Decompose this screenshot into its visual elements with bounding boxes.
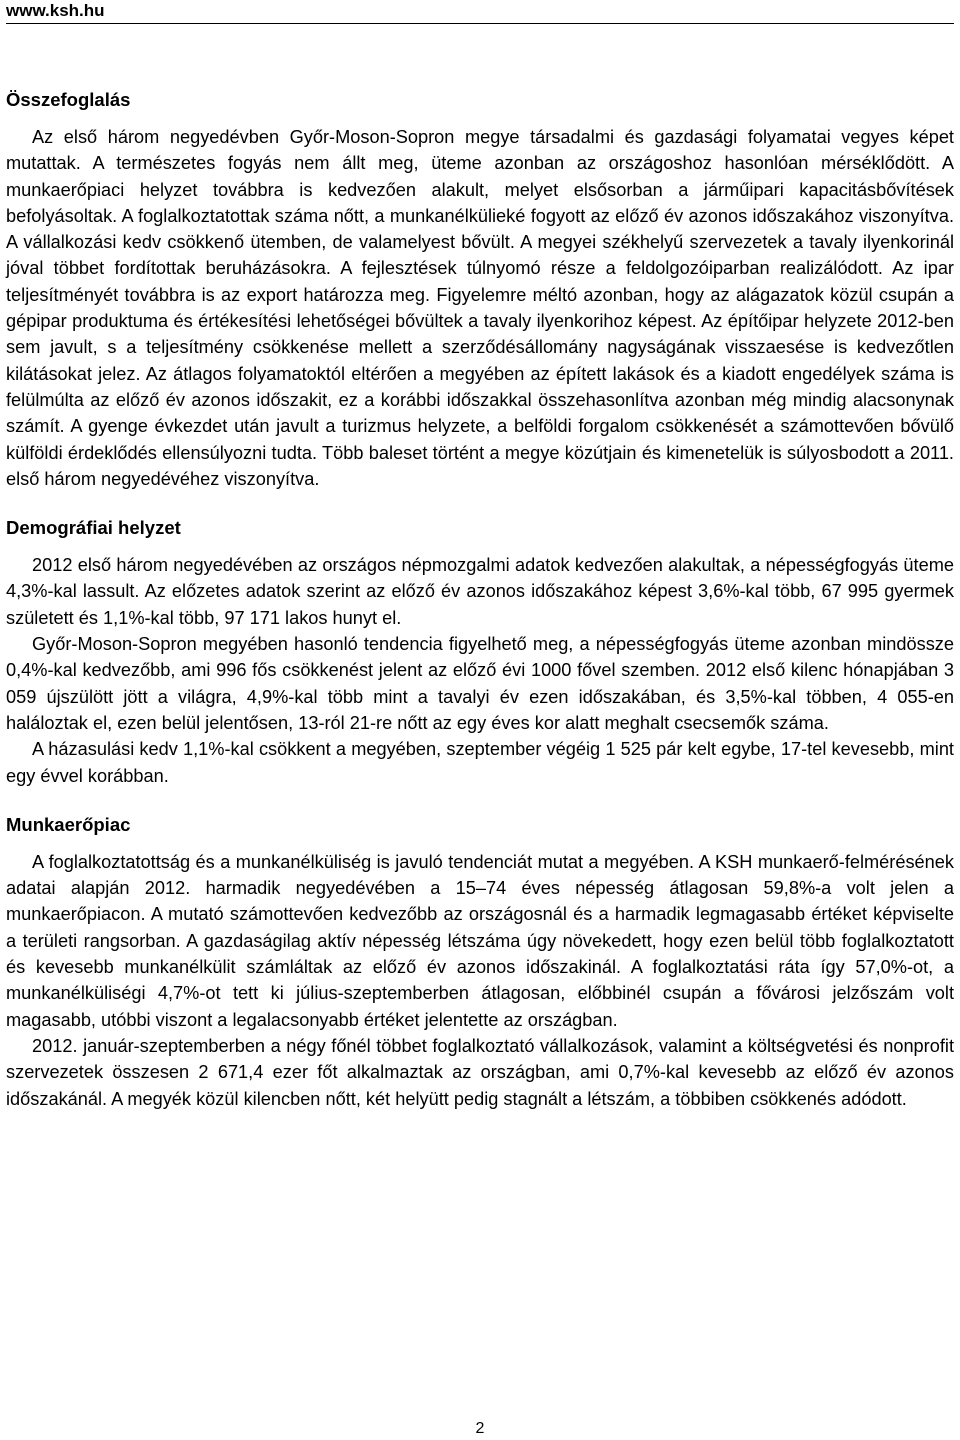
summary-paragraph: Az első három negyedévben Győr-Moson-Sopron megye társadalmi és gazdasági folyamatai vegyes képet mutattak. A természetes fogyás nem állt meg, üteme azonban az országoshoz hasonlóan mérséklődött. A munkaerőpiaci helyzet továbbra is kedvezően alakult, melyet elsősorban a járműipari kapacitásbővítések befolyásoltak. A foglalkoztatottak száma nőtt, a munkanélkülieké fogyott az előző év azonos időszakához viszonyítva. A vállalkozási kedv csökkenő ütemben, de valamelyest bővült. A megyei székhelyű szervezetek a tavaly ilyenkorinál jóval többet fordítottak beruházásokra. A fejlesztések túlnyomó része a feldolgozóiparban realizálódott. Az ipar teljesítményét továbbra is az export határozza meg. Figyelemre méltó azonban, hogy az alágazatok közül csupán a gépipar produktuma és értékesítési lehetőségei bővültek a tavaly ilyenkorihoz képest. Az építőipar helyzete 2012-ben sem javult, s a teljesítmény csökkenése mellett a szerződésállomány nagyságának visszaesése is kedvezőtlen kilátásokat jelez. Az átlagos folyamatoktól eltérően a megyében az épített lakások és a kiadott engedélyek száma is felülmúlta az előző év azonos időszakit, ez a korábbi időszakkal összehasonlítva azonban még mindig alacsonynak számít. A gyenge évkezdet után javult a turizmus helyzete, a belföldi forgalom csökkenését a számottevően bővülő külföldi érdeklődés ellensúlyozni tudta. Több baleset történt a megye közútjain és kimenetelük is súlyosbodott a 2011. első három negyedévéhez viszonyítva.: [6, 127, 954, 489]
section-title-demography: Demográfiai helyzet: [6, 517, 181, 539]
page-number: 2: [475, 1420, 485, 1437]
demography-paragraph-3: A házasulási kedv 1,1%-kal csökkent a megyében, szeptember végéig 1 525 pár kelt egybe, 17-tel kevesebb, mint egy évvel korábban.: [6, 739, 954, 786]
document-body: [6, 86, 954, 1134]
section-title-labour-market: Munkaerőpiac: [6, 813, 131, 835]
header-divider: [6, 23, 954, 24]
site-url-link[interactable]: www.ksh.hu: [6, 1, 105, 20]
demography-paragraph-1: 2012 első három negyedévében az országos népmozgalmi adatok kedvezően alakultak, a népességfogyás üteme 4,3%-kal lassult. Az előzetes adatok szerint az előző év azonos időszakához képest 3,6%-kal több, 67 995 gyermek született és 1,1%-kal több, 97 171 lakos hunyt el.: [6, 555, 954, 628]
labour-market-paragraph-1: A foglalkoztatottság és a munkanélküliség is javuló tendenciát mutat a megyében. A KSH munkaerő-felmérésének adatai alapján 2012. harmadik negyedévében a 15–74 éves népesség átlagosan 59,8%-a volt jelen a munkaerőpiacon. A mutató számottevően kedvezőbb az országosnál és a harmadik legmagasabb értéket képviselte a területi rangsorban. A gazdaságilag aktív népesség létszáma úgy növekedett, hogy ezen belül több foglalkoztatott és kevesebb munkanélkülit számláltak az előző év azonos időszakinál. A foglalkoztatási ráta így 57,0%-ot, a munkanélküliségi 4,7%-ot tett ki július-szeptemberben átlagosan, előbbinél csupán a fővárosi jelzőszám volt magasabb, utóbbi viszont a legalacsonyabb értéket jelentette az országban.: [6, 851, 954, 1030]
section-labour-market: [6, 811, 954, 1112]
section-summary: [6, 86, 954, 492]
demography-paragraph-2: Győr-Moson-Sopron megyében hasonló tendencia figyelhető meg, a népességfogyás üteme azonban mindössze 0,4%-kal kedvezőbb, ami 996 fős csökkenést jelent az előző évi 1000 fővel szemben. 2012 első kilenc hónapjában 3 059 újszülött jött a világra, 4,9%-kal több mint a tavalyi év ezen időszakában, és 3,5%-kal többen, 4 055-en haláloztak el, ezen belül jelentősen, 13-ról 21-re nőtt az egy éves kor alatt meghalt csecsemők száma.: [6, 634, 954, 733]
section-demography: [6, 514, 954, 789]
section-title-summary: Összefoglalás: [6, 89, 131, 110]
labour-market-paragraph-2: 2012. január-szeptemberben a négy főnél többet foglalkoztató vállalkozások, valamint a költségvetési és nonprofit szervezetek összesen 2 671,4 ezer főt alkalmaztak az országban, ami 0,7%-kal kevesebb az előző év azonos időszakánál. A megyék közül kilencben nőtt, két helyütt pedig stagnált a létszám, a többiben csökkenés adódott.: [6, 1035, 954, 1109]
